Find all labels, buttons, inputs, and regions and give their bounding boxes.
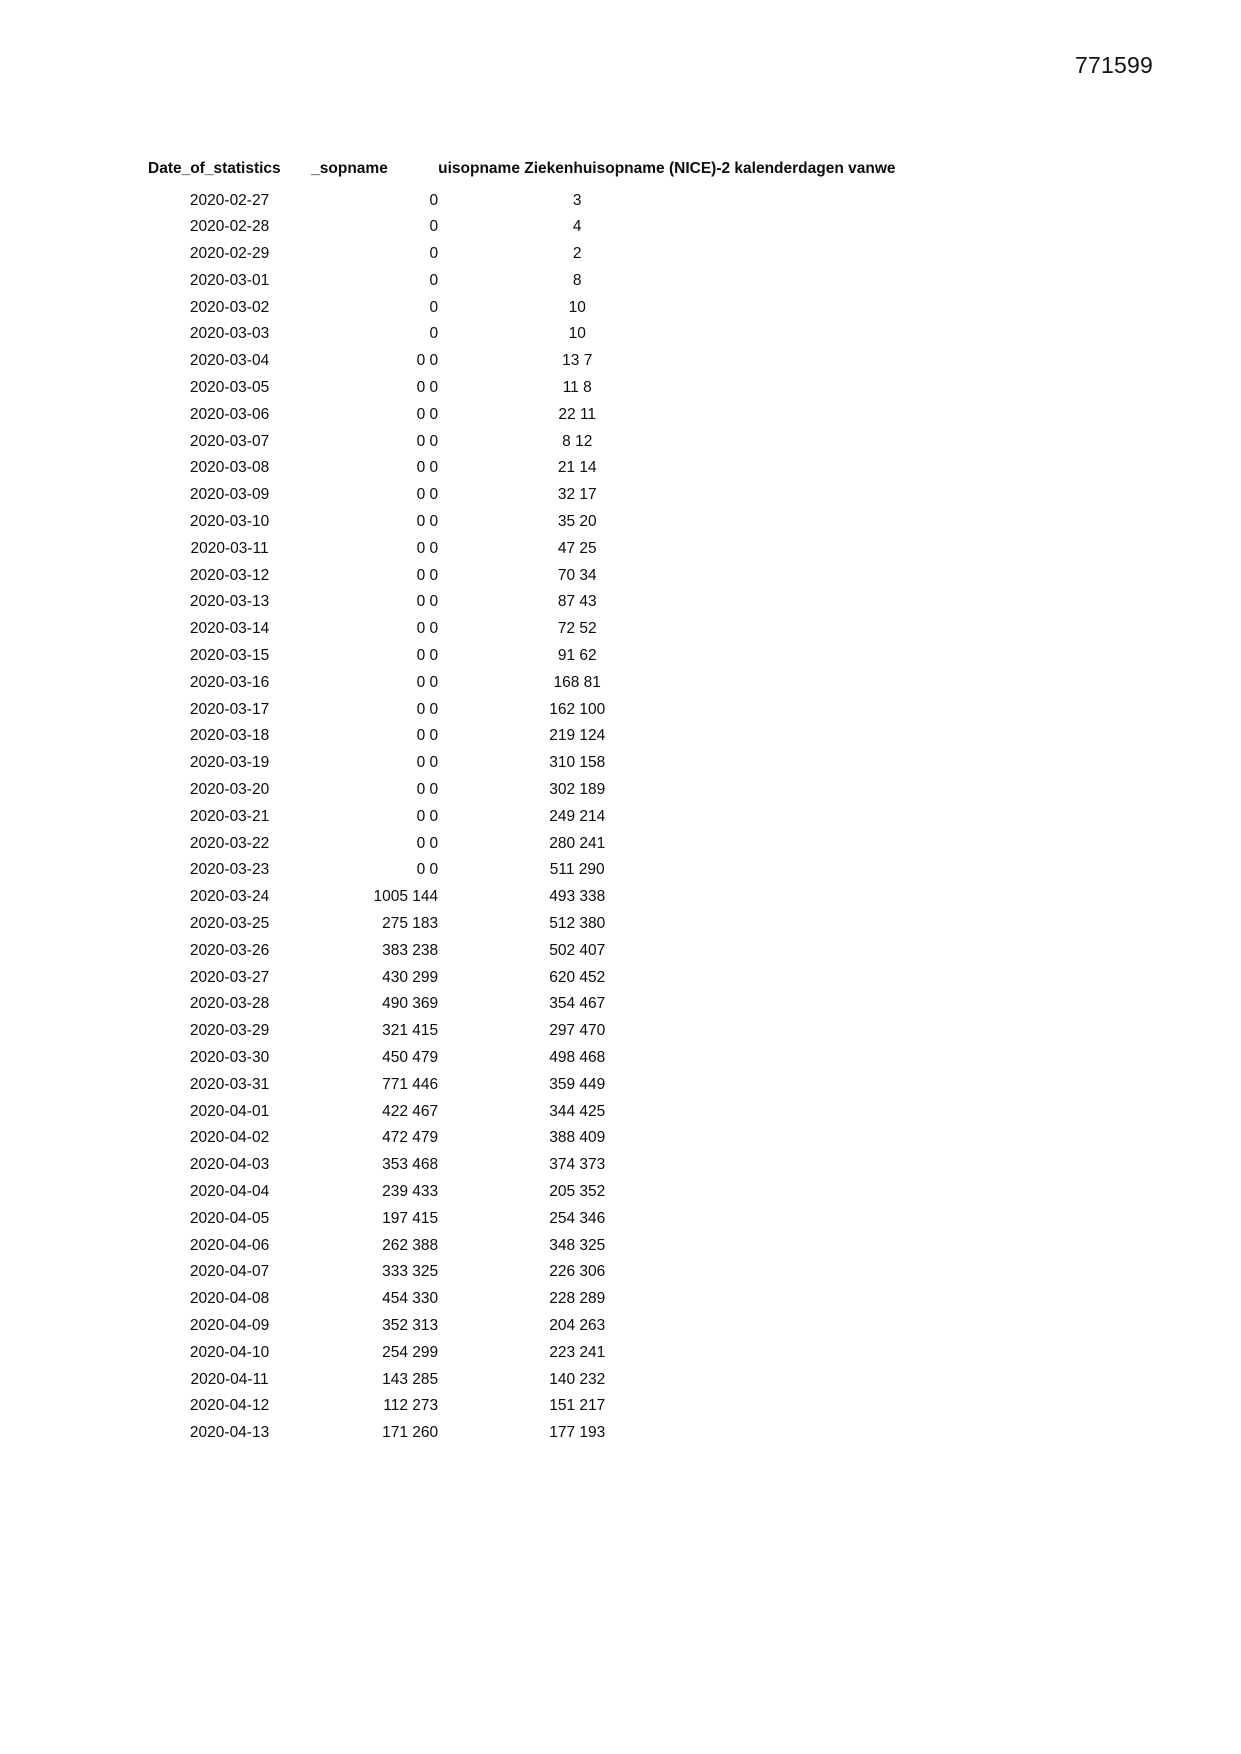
- cell-kalenderdagen: [716, 1021, 948, 1048]
- table-row: [148, 512, 948, 539]
- cell-kalenderdagen: [716, 565, 948, 592]
- cell-date: 2020-03-12: [189, 566, 270, 584]
- cell-date: 2020-03-16: [189, 673, 270, 691]
- cell-ziekenhuisopname-nice: 226 306: [549, 1263, 606, 1281]
- cell-ziekenhuisopname-nice: 91 62: [557, 647, 597, 665]
- cell-kalenderdagen: [716, 1342, 948, 1369]
- cell-opname: 143 285: [382, 1370, 439, 1388]
- cell-ziekenhuisopname-nice: 388 409: [549, 1129, 606, 1147]
- cell-ziekenhuisopname-nice: 493 338: [549, 888, 606, 906]
- cell-ziekenhuisopname-nice: 47 25: [557, 539, 597, 557]
- table-row: [148, 780, 948, 807]
- cell-opname: 171 260: [382, 1424, 439, 1442]
- cell-date: 2020-04-13: [189, 1424, 270, 1442]
- cell-opname: 0 0: [416, 486, 439, 504]
- table-row: [148, 190, 948, 217]
- cell-ziekenhuisopname-nice: 162 100: [549, 700, 606, 718]
- cell-ziekenhuisopname-nice: 502 407: [549, 941, 606, 959]
- cell-opname: 0 0: [416, 566, 439, 584]
- cell-kalenderdagen: [716, 538, 948, 565]
- cell-ziekenhuisopname-nice: 87 43: [557, 593, 597, 611]
- cell-kalenderdagen: [716, 726, 948, 753]
- cell-opname: 383 238: [382, 941, 439, 959]
- cell-opname: 0 0: [416, 834, 439, 852]
- table-row: [148, 1369, 948, 1396]
- column-header-date: [148, 160, 311, 190]
- cell-kalenderdagen: [716, 780, 948, 807]
- cell-ziekenhuisopname-nice: 35 20: [557, 513, 597, 531]
- table-row: [148, 940, 948, 967]
- cell-kalenderdagen: [716, 1235, 948, 1262]
- cell-kalenderdagen: [716, 699, 948, 726]
- cell-kalenderdagen: [716, 512, 948, 539]
- cell-opname: 321 415: [382, 1022, 439, 1040]
- cell-kalenderdagen: [716, 1155, 948, 1182]
- cell-date: 2020-03-02: [189, 298, 270, 316]
- cell-kalenderdagen: [716, 458, 948, 485]
- cell-kalenderdagen: [716, 1101, 948, 1128]
- cell-date: 2020-03-29: [189, 1022, 270, 1040]
- cell-kalenderdagen: [716, 753, 948, 780]
- cell-kalenderdagen: [716, 887, 948, 914]
- cell-date: 2020-03-17: [189, 700, 270, 718]
- cell-kalenderdagen: [716, 217, 948, 244]
- table-row: [148, 458, 948, 485]
- cell-date: 2020-03-24: [189, 888, 270, 906]
- cell-date: 2020-03-03: [189, 325, 270, 343]
- cell-ziekenhuisopname-nice: 70 34: [557, 566, 597, 584]
- cell-ziekenhuisopname-nice: 8 12: [562, 432, 593, 450]
- cell-opname: 0 0: [416, 513, 439, 531]
- page-number: 771599: [1075, 52, 1153, 78]
- table-header: [148, 160, 948, 190]
- table-row: [148, 217, 948, 244]
- cell-kalenderdagen: [716, 297, 948, 324]
- cell-opname: 275 183: [382, 915, 439, 933]
- cell-date: 2020-04-01: [189, 1102, 270, 1120]
- cell-ziekenhuisopname-nice: 511 290: [549, 861, 605, 879]
- cell-kalenderdagen: [716, 646, 948, 673]
- cell-date: 2020-02-28: [189, 218, 270, 236]
- cell-opname: 0 0: [416, 861, 439, 879]
- column-header-date-label: Date_of_statistics: [148, 160, 281, 177]
- table-row: [148, 1155, 948, 1182]
- cell-date: 2020-03-25: [189, 915, 270, 933]
- cell-date: 2020-03-13: [189, 593, 270, 611]
- table-row: [148, 646, 948, 673]
- cell-opname: 450 479: [382, 1049, 439, 1066]
- cell-ziekenhuisopname-nice: 72 52: [557, 620, 597, 638]
- cell-date: 2020-03-10: [189, 513, 270, 531]
- table-body: [148, 190, 948, 1449]
- cell-opname: 0 0: [416, 620, 439, 638]
- table-row: [148, 914, 948, 941]
- cell-kalenderdagen: [716, 592, 948, 619]
- table-row: [148, 1423, 948, 1450]
- table-row: [148, 860, 948, 887]
- table-row: [148, 806, 948, 833]
- cell-kalenderdagen: [716, 914, 948, 941]
- cell-kalenderdagen: [716, 378, 948, 405]
- cell-opname: 0 0: [416, 593, 439, 611]
- cell-ziekenhuisopname-nice: 228 289: [549, 1290, 606, 1308]
- cell-date: 2020-03-09: [189, 486, 270, 504]
- cell-date: 2020-03-23: [189, 861, 270, 879]
- column-header-kalenderdagen: [716, 160, 948, 190]
- data-table-container: [148, 160, 948, 1449]
- cell-ziekenhuisopname-nice: 512 380: [549, 915, 606, 933]
- cell-opname: 0 0: [416, 405, 439, 423]
- table-row: [148, 1342, 948, 1369]
- cell-kalenderdagen: [716, 1369, 948, 1396]
- cell-opname: 422 467: [382, 1102, 439, 1120]
- statistics-table: [148, 160, 948, 1449]
- cell-ziekenhuisopname-nice: 344 425: [549, 1102, 606, 1120]
- column-header-opname-1-label: sopname_: [311, 160, 388, 177]
- table-row: [148, 538, 948, 565]
- cell-ziekenhuisopname-nice: 32 17: [557, 486, 597, 504]
- cell-date: 2020-03-31: [189, 1075, 270, 1093]
- cell-kalenderdagen: [716, 1315, 948, 1342]
- cell-date: 2020-03-06: [189, 405, 270, 423]
- column-header-opname-2-label: uisopname: [438, 160, 520, 177]
- cell-kalenderdagen: [716, 994, 948, 1021]
- column-header-opname-2: [438, 160, 716, 190]
- cell-kalenderdagen: [716, 431, 948, 458]
- cell-kalenderdagen: [716, 485, 948, 512]
- table-row: [148, 270, 948, 297]
- cell-ziekenhuisopname-nice: 177 193: [549, 1424, 606, 1442]
- cell-date: 2020-03-26: [189, 941, 270, 959]
- table-row: [148, 592, 948, 619]
- cell-date: 2020-03-19: [189, 754, 270, 772]
- cell-kalenderdagen: [716, 190, 948, 217]
- cell-date: 2020-03-15: [189, 647, 270, 665]
- cell-opname: 254 299: [382, 1343, 439, 1361]
- cell-kalenderdagen: [716, 1181, 948, 1208]
- cell-opname: 0 0: [416, 807, 439, 825]
- cell-ziekenhuisopname-nice: 254 346: [549, 1209, 606, 1227]
- cell-ziekenhuisopname-nice: 10: [568, 298, 586, 316]
- table-row: [148, 297, 948, 324]
- table-row: [148, 887, 948, 914]
- cell-opname: 0 0: [416, 754, 439, 772]
- cell-kalenderdagen: [716, 404, 948, 431]
- cell-opname: 0 0: [416, 539, 439, 557]
- cell-ziekenhuisopname-nice: 13 7: [562, 352, 593, 370]
- cell-kalenderdagen: [716, 967, 948, 994]
- cell-opname: 0: [429, 191, 439, 209]
- table-row: [148, 1315, 948, 1342]
- cell-ziekenhuisopname-nice: 168 81: [553, 673, 601, 691]
- table-row: [148, 485, 948, 512]
- cell-kalenderdagen: [716, 1208, 948, 1235]
- cell-kalenderdagen: [716, 940, 948, 967]
- cell-kalenderdagen: [716, 1289, 948, 1316]
- cell-ziekenhuisopname-nice: 620 452: [549, 968, 606, 986]
- cell-kalenderdagen: [716, 833, 948, 860]
- cell-ziekenhuisopname-nice: 151 217: [549, 1397, 606, 1415]
- table-row: [148, 672, 948, 699]
- table-row: [148, 994, 948, 1021]
- table-row: [148, 324, 948, 351]
- cell-opname: 0 0: [416, 647, 439, 665]
- table-row: [148, 1396, 948, 1423]
- cell-ziekenhuisopname-nice: 22 11: [558, 405, 597, 423]
- cell-date: 2020-04-11: [190, 1370, 269, 1388]
- table-row: [148, 244, 948, 271]
- table-row: [148, 753, 948, 780]
- cell-kalenderdagen: [716, 806, 948, 833]
- cell-ziekenhuisopname-nice: 140 232: [549, 1370, 606, 1388]
- cell-opname: 0 0: [416, 727, 439, 745]
- cell-date: 2020-02-27: [189, 191, 270, 209]
- cell-opname: 0: [429, 218, 439, 236]
- table-row: [148, 967, 948, 994]
- table-row: [148, 1262, 948, 1289]
- cell-date: 2020-03-04: [189, 352, 270, 370]
- cell-date: 2020-03-20: [189, 781, 270, 799]
- cell-date: 2020-04-04: [189, 1182, 270, 1200]
- table-row: [148, 726, 948, 753]
- cell-ziekenhuisopname-nice: 2: [572, 245, 582, 263]
- cell-opname: 490 369: [382, 995, 439, 1013]
- table-row: [148, 1048, 948, 1075]
- cell-ziekenhuisopname-nice: 374 373: [549, 1156, 606, 1174]
- cell-kalenderdagen: [716, 1048, 948, 1075]
- cell-ziekenhuisopname-nice: 302 189: [549, 781, 606, 799]
- cell-opname: 0 0: [416, 700, 439, 718]
- cell-opname: 0: [429, 325, 439, 343]
- cell-opname: 0 0: [416, 379, 439, 397]
- cell-opname: 333 325: [382, 1263, 439, 1281]
- column-header-opname-1: [311, 160, 438, 190]
- cell-kalenderdagen: [716, 324, 948, 351]
- table-row: [148, 565, 948, 592]
- cell-date: 2020-03-01: [189, 271, 270, 289]
- table-row: [148, 378, 948, 405]
- cell-opname: 771 446: [382, 1075, 439, 1093]
- table-row: [148, 1074, 948, 1101]
- cell-opname: 0: [429, 271, 439, 289]
- cell-opname: 0 0: [416, 673, 439, 691]
- cell-opname: 239 433: [382, 1182, 439, 1200]
- cell-ziekenhuisopname-nice: 3: [572, 191, 582, 209]
- cell-opname: 0: [429, 298, 439, 316]
- table-row: [148, 619, 948, 646]
- cell-date: 2020-04-06: [189, 1236, 270, 1254]
- cell-opname: 0: [429, 245, 439, 263]
- cell-ziekenhuisopname-nice: 21 14: [557, 459, 597, 477]
- cell-opname: 262 388: [382, 1236, 439, 1254]
- cell-ziekenhuisopname-nice: 10: [568, 325, 586, 343]
- table-row: [148, 1289, 948, 1316]
- cell-ziekenhuisopname-nice: 11 8: [562, 379, 592, 397]
- table-header-row: [148, 160, 948, 190]
- cell-opname: 197 415: [382, 1209, 439, 1227]
- cell-ziekenhuisopname-nice: 223 241: [549, 1343, 606, 1361]
- table-row: [148, 1235, 948, 1262]
- cell-kalenderdagen: [716, 1074, 948, 1101]
- table-row: [148, 404, 948, 431]
- cell-kalenderdagen: [716, 351, 948, 378]
- cell-kalenderdagen: [716, 672, 948, 699]
- cell-ziekenhuisopname-nice: 204 263: [549, 1316, 606, 1334]
- table-row: [148, 1181, 948, 1208]
- cell-kalenderdagen: [716, 1423, 948, 1450]
- cell-opname: 472 479: [382, 1129, 439, 1147]
- cell-date: 2020-03-11: [190, 539, 269, 557]
- cell-date: 2020-04-07: [189, 1263, 270, 1281]
- table-row: [148, 1021, 948, 1048]
- cell-kalenderdagen: [716, 244, 948, 271]
- table-row: [148, 351, 948, 378]
- cell-opname: 0 0: [416, 432, 439, 450]
- cell-ziekenhuisopname-nice: 359 449: [549, 1075, 606, 1093]
- cell-ziekenhuisopname-nice: 498 468: [549, 1049, 606, 1066]
- cell-kalenderdagen: [716, 1396, 948, 1423]
- cell-date: 2020-04-05: [189, 1209, 270, 1227]
- cell-date: 2020-02-29: [189, 245, 270, 263]
- cell-date: 2020-04-03: [189, 1156, 270, 1174]
- cell-ziekenhuisopname-nice: 205 352: [549, 1182, 606, 1200]
- table-row: [148, 431, 948, 458]
- cell-ziekenhuisopname-nice: 4: [572, 218, 582, 236]
- cell-ziekenhuisopname-nice: 219 124: [549, 727, 606, 745]
- cell-date: 2020-04-10: [189, 1343, 270, 1361]
- cell-opname: 430 299: [382, 968, 439, 986]
- cell-ziekenhuisopname-nice: 310 158: [549, 754, 606, 772]
- cell-kalenderdagen: [716, 860, 948, 887]
- cell-date: 2020-04-09: [189, 1316, 270, 1334]
- cell-opname: 1005 144: [373, 888, 439, 906]
- cell-kalenderdagen: [716, 619, 948, 646]
- cell-kalenderdagen: [716, 1128, 948, 1155]
- table-row: [148, 1101, 948, 1128]
- cell-date: 2020-03-14: [189, 620, 270, 638]
- cell-opname: 0 0: [416, 781, 439, 799]
- table-row: [148, 1208, 948, 1235]
- cell-kalenderdagen: [716, 1262, 948, 1289]
- cell-ziekenhuisopname-nice: 280 241: [549, 834, 606, 852]
- cell-ziekenhuisopname-nice: 249 214: [549, 807, 606, 825]
- cell-opname: 0 0: [416, 352, 439, 370]
- cell-date: 2020-03-21: [189, 807, 270, 825]
- table-row: [148, 699, 948, 726]
- cell-ziekenhuisopname-nice: 297 470: [549, 1022, 606, 1040]
- cell-date: 2020-03-07: [189, 432, 270, 450]
- cell-opname: 0 0: [416, 459, 439, 477]
- table-row: [148, 1128, 948, 1155]
- cell-date: 2020-03-08: [189, 459, 270, 477]
- cell-date: 2020-04-12: [189, 1397, 270, 1415]
- cell-date: 2020-04-08: [189, 1290, 270, 1308]
- column-header-kalenderdagen-label: -2 kalenderdagen vanwe: [716, 160, 896, 177]
- cell-date: 2020-03-05: [189, 379, 270, 397]
- cell-opname: 112 273: [383, 1397, 439, 1415]
- cell-kalenderdagen: [716, 270, 948, 297]
- cell-date: 2020-03-18: [189, 727, 270, 745]
- cell-date: 2020-04-02: [189, 1129, 270, 1147]
- cell-opname: 353 468: [382, 1156, 439, 1174]
- table-row: [148, 833, 948, 860]
- cell-ziekenhuisopname-nice: 8: [572, 271, 582, 289]
- cell-date: 2020-03-28: [189, 995, 270, 1013]
- cell-ziekenhuisopname-nice: 354 467: [549, 995, 606, 1013]
- cell-opname: 352 313: [382, 1316, 439, 1334]
- cell-ziekenhuisopname-nice: 348 325: [549, 1236, 606, 1254]
- cell-date: 2020-03-22: [189, 834, 270, 852]
- column-header-nice-label: Ziekenhuisopname (NICE): [524, 160, 717, 177]
- cell-date: 2020-03-27: [189, 968, 270, 986]
- cell-opname: 454 330: [382, 1290, 439, 1308]
- cell-date: 2020-03-30: [189, 1049, 270, 1066]
